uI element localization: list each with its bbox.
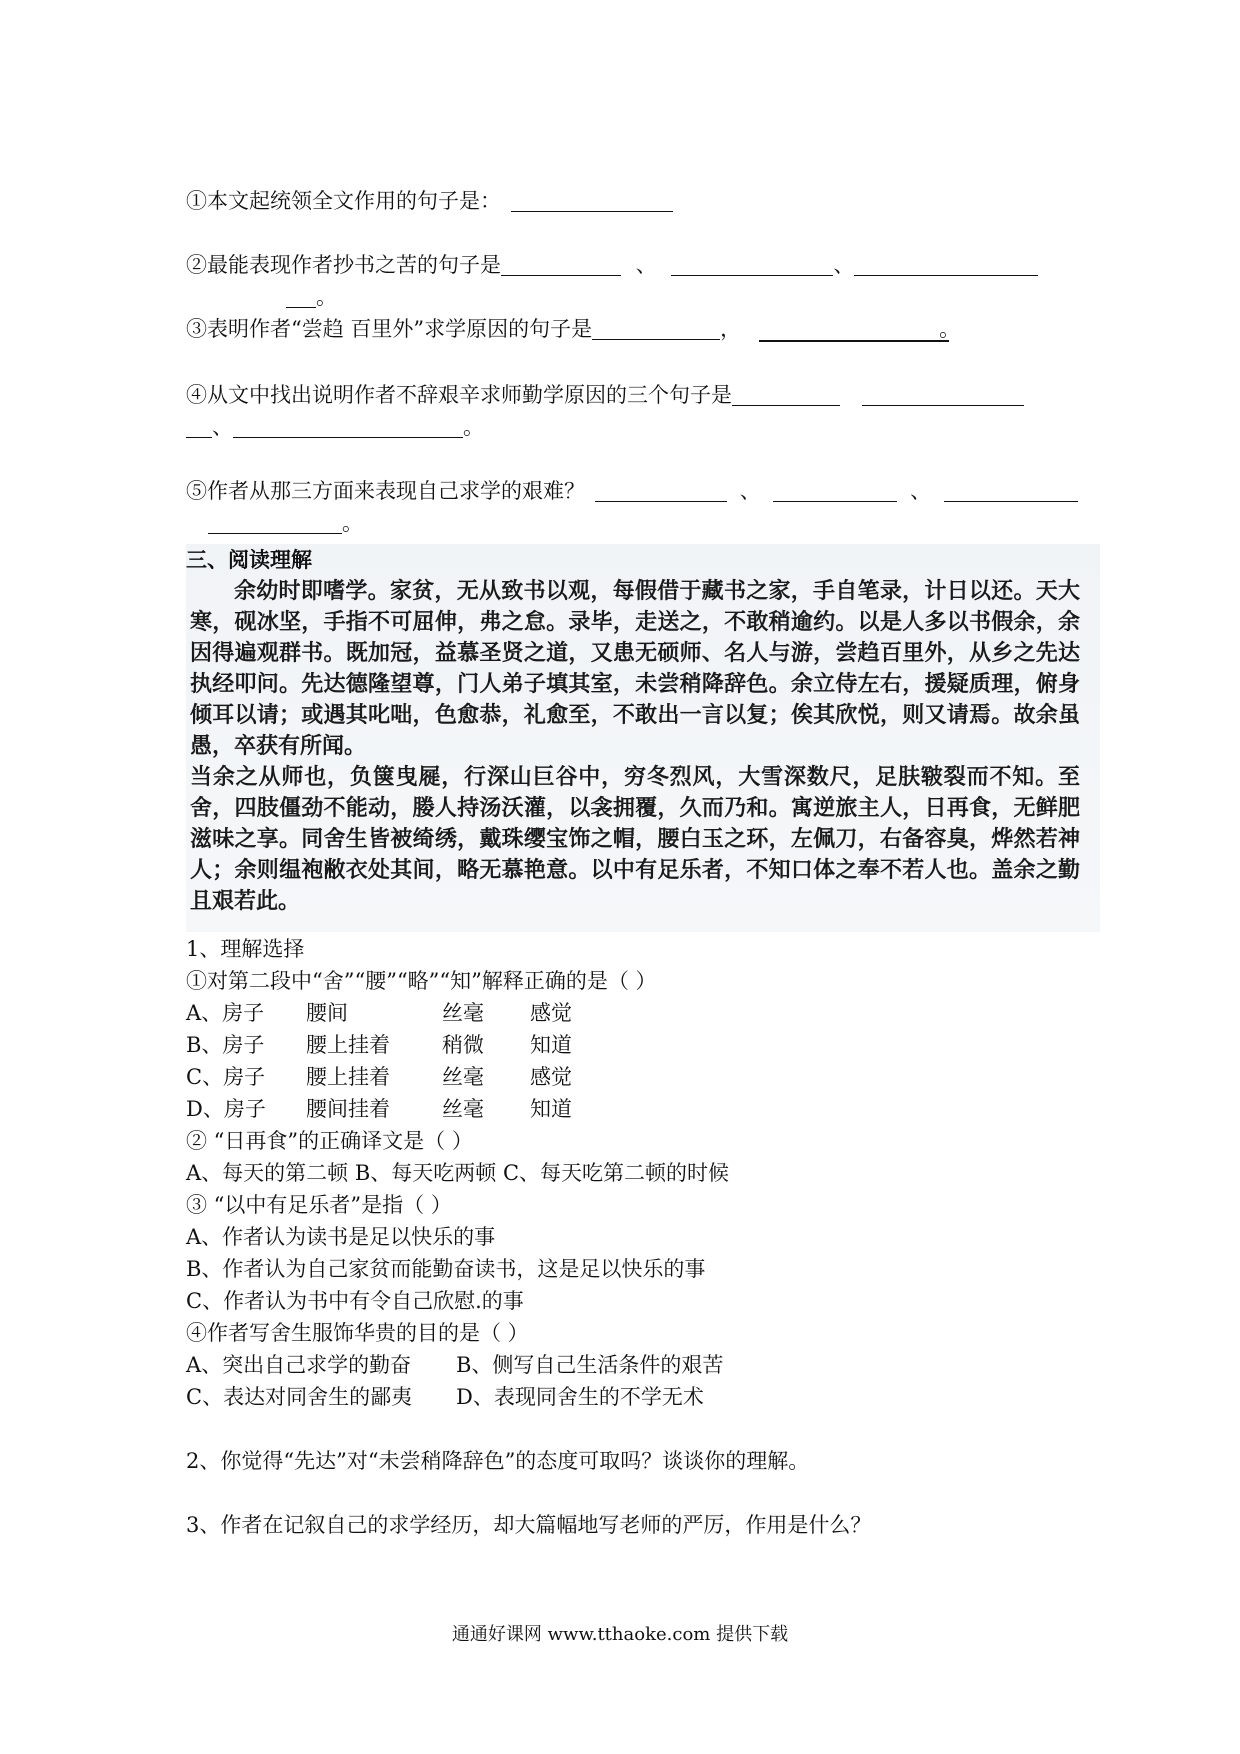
question-3: ③ “以中有足乐者”是指（ ） — [186, 1193, 452, 1217]
fill-question-2: ②最能表现作者抄书之苦的句子是 、 、 — [186, 250, 1038, 280]
passage-paragraph-1: 余幼时即嗜学。家贫，无从致书以观，每假借于藏书之家，手自笔录，计日以还。天大寒，砚冰坚，手指不可屈伸，弗之怠。录毕，走送之，不敢稍逾约。以是人多以书假余，余因得遍观群书。既加冠，益慕圣贤之道，又患无硕师、名人与游，尝趋百里外，从乡之先达执经叩问。先达德隆望尊，门人弟子填其室，未尝稍降辞色。余立侍左右，援疑质理，俯身倾耳以请；或遇其叱咄，色愈恭，礼愈至，不敢出一言以复；俟其欣悦，则又请焉。故余虽愚，卒获有所闻。 — [190, 579, 1080, 759]
answer-blank[interactable] — [944, 479, 1078, 502]
q3-option-c[interactable]: C、作者认为书中有令自己欣慰.的事 — [186, 1289, 524, 1313]
page-footer: 通通好课网 www.tthaoke.com 提供下载 — [451, 1624, 789, 1645]
answer-blank[interactable] — [854, 253, 1038, 276]
answer-blank[interactable] — [286, 285, 316, 308]
q2-options[interactable]: A、每天的第二顿 B、每天吃两顿 C、每天吃第二顿的时候 — [186, 1161, 730, 1185]
fill-question-5: ⑤作者从那三方面来表现自己求学的艰难？ 、 、 — [186, 476, 1078, 506]
answer-blank[interactable] — [592, 317, 720, 340]
q3-option-b[interactable]: B、作者认为自己家贫而能勤奋读书，这是足以快乐的事 — [186, 1257, 706, 1281]
fill-question-1: ①本文起统领全文作用的句子是： — [186, 186, 673, 216]
passage-paragraph-2: 当余之从师也，负箧曳屣，行深山巨谷中，穷冬烈风，大雪深数尺，足肤皲裂而不知。至舍，四肢僵劲不能动，媵人持汤沃灌，以衾拥覆，久而乃和。寓逆旅主人，日再食，无鲜肥滋味之享。同舍生皆被绮绣，戴珠缨宝饰之帽，腰白玉之环，左佩刀，右备容臭，烨然若神人；余则缊袍敝衣处其间，略无慕艳意。以中有足乐者，不知口体之奉不若人也。盖余之勤且艰若此。 — [190, 765, 1080, 914]
answer-blank[interactable] — [862, 383, 1024, 406]
fill-question-4-continued: 、 。 — [186, 412, 484, 442]
answer-blank[interactable] — [208, 511, 342, 534]
answer-blank[interactable] — [732, 383, 840, 406]
question-1: ①对第二段中“舍”“腰”“略”“知”解释正确的是（ ） — [186, 969, 657, 993]
question-4: ④作者写舍生服饰华贵的目的是（ ） — [186, 1321, 529, 1345]
answer-blank[interactable] — [671, 253, 833, 276]
answer-blank[interactable] — [773, 479, 897, 502]
q4-option-c[interactable]: C、表达对同舍生的鄙夷 — [186, 1385, 413, 1409]
answer-blank[interactable] — [501, 253, 621, 276]
answer-blank[interactable] — [595, 479, 727, 502]
q4-option-a[interactable]: A、突出自己求学的勤奋 — [186, 1353, 412, 1377]
answer-blank[interactable] — [233, 415, 463, 438]
answer-blank[interactable] — [186, 415, 212, 438]
answer-blank[interactable] — [511, 189, 673, 212]
section-title: 三、阅读理解 — [186, 547, 312, 572]
fill-question-3: ③表明作者“尝趋 百里外”求学原因的句子是 ， 。 — [186, 317, 961, 341]
fill-question-4: ④从文中找出说明作者不辞艰辛求师勤学原因的三个句子是 — [186, 380, 1024, 410]
question-part-2: 2、你觉得“先达”对“未尝稍降辞色”的态度可取吗？谈谈你的理解。 — [186, 1449, 810, 1473]
passage-text — [190, 576, 1080, 917]
part1-title: 1、理解选择 — [186, 937, 305, 961]
fill-question-5-continued: 。 — [208, 508, 363, 538]
question-2: ② “日再食”的正确译文是（ ） — [186, 1129, 473, 1153]
q3-option-a[interactable]: A、作者认为读书是足以快乐的事 — [186, 1225, 496, 1249]
fill-question-2-continued: 。 — [286, 282, 337, 312]
q4-option-b[interactable]: B、侧写自己生活条件的艰苦 — [456, 1353, 724, 1377]
q4-option-d[interactable]: D、表现同舍生的不学无术 — [456, 1385, 704, 1409]
question-part-3: 3、作者在记叙自己的求学经历，却大篇幅地写老师的严厉，作用是什么？ — [186, 1513, 872, 1537]
answer-blank[interactable]: 。 — [759, 318, 949, 342]
